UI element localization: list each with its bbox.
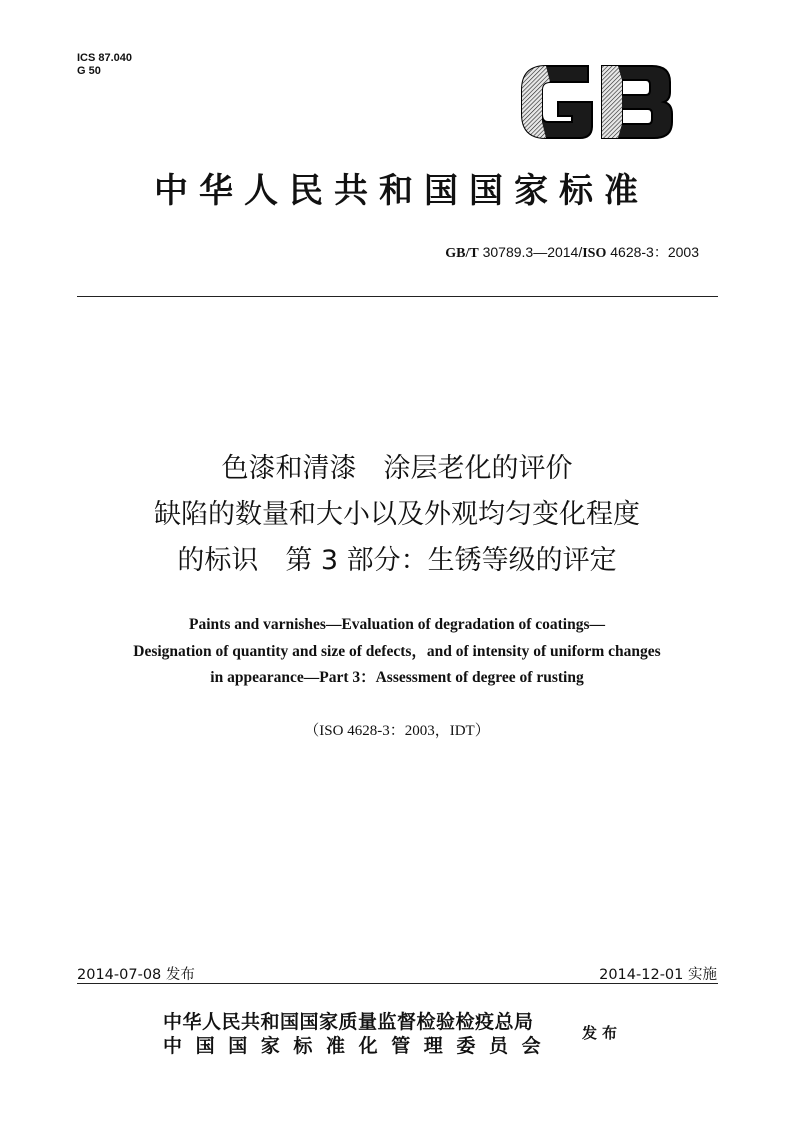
issuer-sac: 中国国家标准化管理委员会 xyxy=(163,1035,555,1057)
standard-number xyxy=(445,242,699,262)
standard-code: 30789.3—2014/ xyxy=(482,244,583,260)
ics-code: ICS 87.040 xyxy=(77,52,133,64)
issuing-authorities xyxy=(163,1010,554,1058)
header-divider xyxy=(77,296,718,297)
chinese-title xyxy=(0,446,794,584)
english-title-line-1: Paints and varnishes—Evaluation of degradation of coatings— xyxy=(189,616,605,633)
chinese-title-line-2: 缺陷的数量和大小以及外观均匀变化程度 xyxy=(154,499,640,530)
iso-code: 4628-3：2003 xyxy=(610,244,699,260)
footer-divider xyxy=(77,983,718,984)
standard-title: 中华人民共和国国家标准 xyxy=(154,171,649,211)
english-title xyxy=(0,612,794,692)
english-title-line-3: in appearance—Part 3：Assessment of degree of rusting xyxy=(210,669,584,686)
equivalence-note: （ISO 4628-3：2003，IDT） xyxy=(304,723,490,739)
ccs-code: G 50 xyxy=(77,65,101,77)
implementation-date: 2014-12-01 实施 xyxy=(599,967,717,983)
standard-prefix: GB/T xyxy=(445,246,479,261)
english-title-line-2: Designation of quantity and size of defects，and of intensity of uniform changes xyxy=(133,642,661,660)
gb-logo-icon xyxy=(518,62,676,142)
iso-prefix: ISO xyxy=(582,246,607,261)
publish-label: 发布 xyxy=(582,1024,623,1042)
chinese-title-line-1: 色漆和清漆 涂层老化的评价 xyxy=(221,453,573,484)
chinese-title-line-3: 的标识 第 3 部分：生锈等级的评定 xyxy=(177,545,617,576)
classification-codes xyxy=(77,52,132,78)
issue-date: 2014-07-08 发布 xyxy=(77,967,195,983)
issuer-aqsiq: 中华人民共和国国家质量监督检验检疫总局 xyxy=(163,1011,534,1033)
